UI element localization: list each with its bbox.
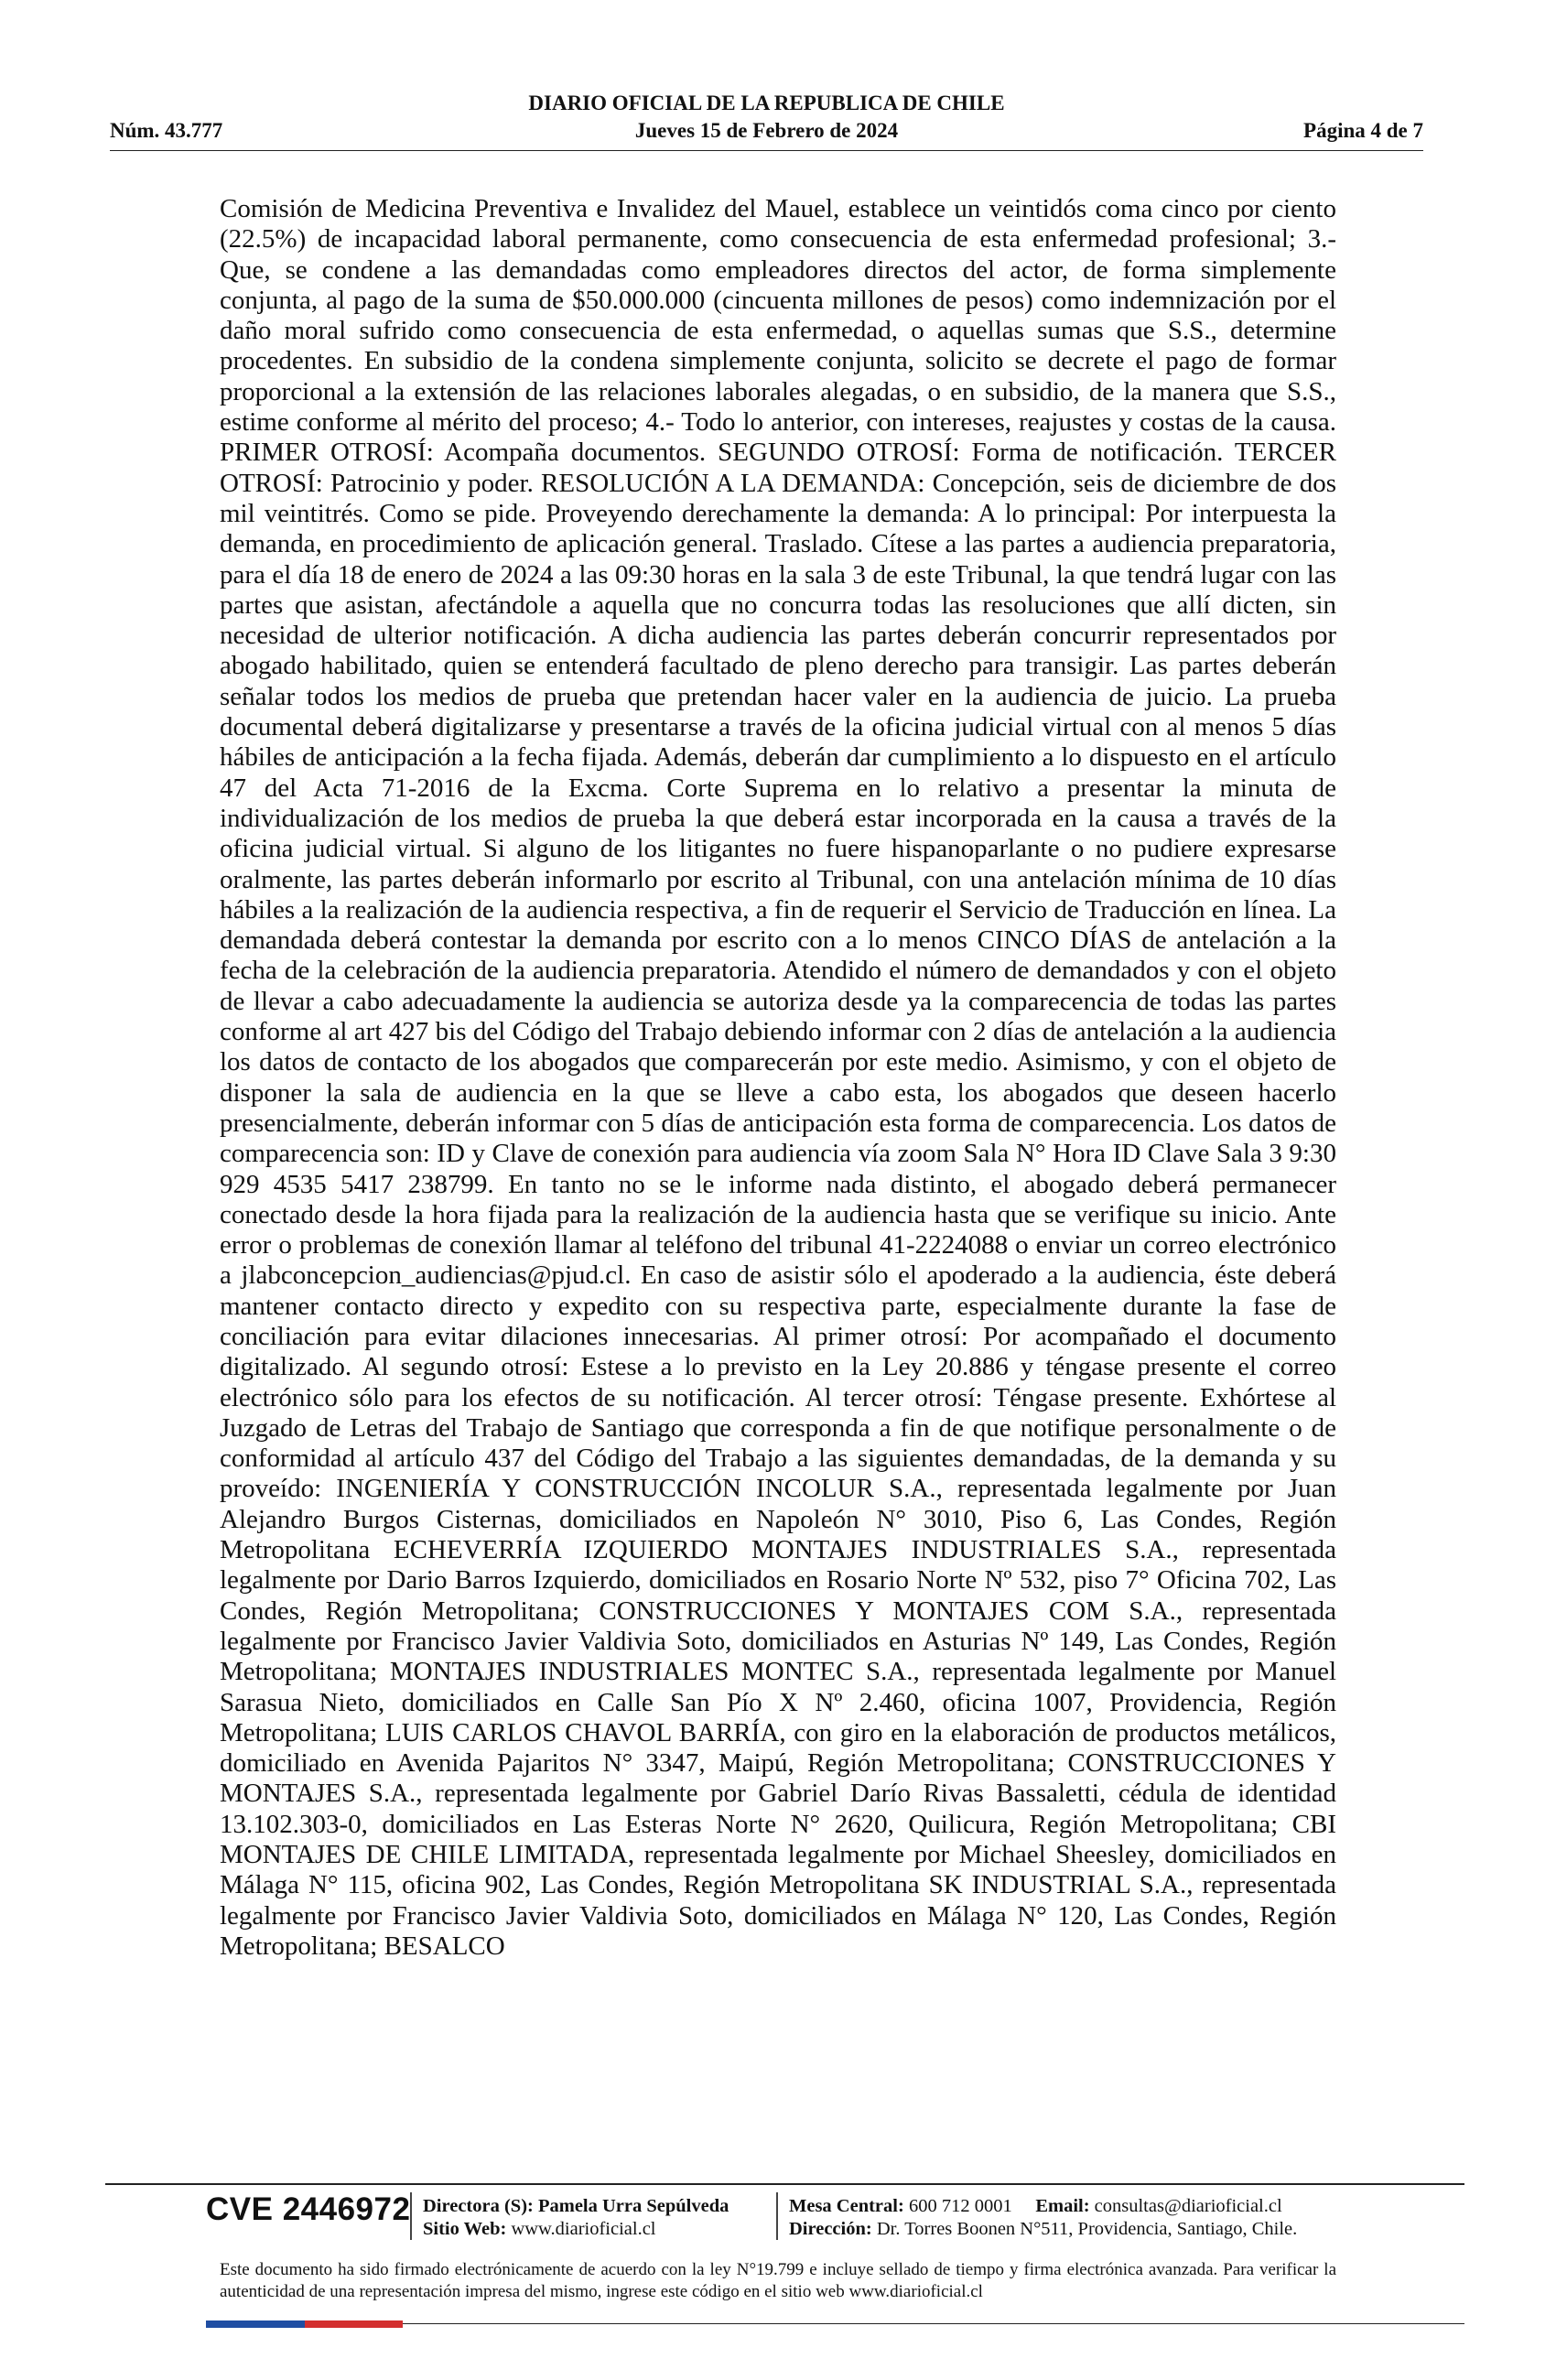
header-divider — [110, 150, 1423, 151]
page-header — [110, 92, 1423, 156]
footer-contact-right — [789, 2195, 1297, 2241]
footer-bottom-line — [403, 2323, 1464, 2324]
phone-number: 600 712 0001 — [908, 2196, 1012, 2216]
chile-flag-bar — [206, 2320, 403, 2328]
address-label: Dirección: — [789, 2219, 872, 2239]
footer-separator — [410, 2192, 412, 2240]
header-meta-row — [110, 119, 1423, 146]
cve-code: CVE 2446972 — [206, 2191, 411, 2227]
issue-date: Jueves 15 de Febrero de 2024 — [634, 119, 899, 142]
email-link[interactable]: consultas@diarioficial.cl — [1094, 2196, 1282, 2216]
flag-blue-segment — [206, 2320, 305, 2328]
footer-separator — [776, 2192, 778, 2240]
phone-label: Mesa Central: — [789, 2196, 904, 2216]
flag-red-segment — [305, 2320, 404, 2328]
website-label: Sitio Web: — [423, 2219, 507, 2239]
director-name: Pamela Urra Sepúlveda — [537, 2196, 729, 2216]
website-link[interactable]: www.diarioficial.cl — [511, 2219, 656, 2239]
footer-contact-left — [423, 2195, 729, 2241]
email-label: Email: — [1035, 2196, 1090, 2216]
director-label: Directora (S): — [423, 2196, 534, 2216]
signature-notice: Este documento ha sido firmado electrónicamente de acuerdo con la ley N°19.799 e incluye sellado de tiempo y firma electrónica avanzada. Para verificar la autenticidad de una representación impresa del mismo, ingrese este código en el sitio web www.diarioficial.cl — [220, 2260, 1336, 2301]
document-body: Comisión de Medicina Preventiva e Invalidez del Mauel, establece un veintidós coma cinco por ciento (22.5%) de incapacidad laboral permanente, como consecuencia de esta enfermedad profesional; 3.- Que, se condene a las demandadas como empleadores directos del actor, de forma simplemente conjunta, al pago de la suma de $50.000.000 (cincuenta millones de pesos) como indemnización por el daño moral sufrido como consecuencia de esta enfermedad, o aquellas sumas que S.S., determine procedentes. En subsidio de la condena simplemente conjunta, solicito se decrete el pago de formar proporcional a la extensión de las relaciones laborales alegadas, o en subsidio, de la manera que S.S., estime conforme al mérito del proceso; 4.- Todo lo anterior, con intereses, reajustes y costas de la causa. PRIMER OTROSÍ: Acompaña documentos. SEGUNDO OTROSÍ: Forma de notificación. TERCER OTROSÍ: Patrocinio y poder. RESOLUCIÓN A LA DEMANDA: Concepción, seis de diciembre de dos mil veintitrés. Como se pide. Proveyendo derechamente la demanda: A lo principal: Por interpuesta la demanda, en procedimiento de aplicación general. Traslado. Cítese a las partes a audiencia preparatoria, para el día 18 de enero de 2024 a las 09:30 horas en la sala 3 de este Tribunal, la que tendrá lugar con las partes que asistan, afectándole a aquella que no concurra todas las resoluciones que allí dicten, sin necesidad de ulterior notificación. A dicha audiencia las partes deberán concurrir representados por abogado habilitado, quien se entenderá facultado de pleno derecho para transigir. Las partes deberán señalar todos los medios de prueba que pretendan hacer valer en la audiencia de juicio. La prueba documental deberá digitalizarse y presentarse a través de la oficina judicial virtual con al menos 5 días hábiles de anticipación a la fecha fijada. Además, deberán dar cumplimiento a lo dispuesto en el artículo 47 del Acta 71-2016 de la Excma. Corte Suprema en lo relativo a presentar la minuta de individualización de los medios de prueba la que deberá estar incorporada en la causa a través de la oficina judicial virtual. Si alguno de los litigantes no fuere hispanoparlante o no pudiere expresarse oralmente, las partes deberán informarlo por escrito al Tribunal, con una antelación mínima de 10 días hábiles a la realización de la audiencia respectiva, a fin de requerir el Servicio de Traducción en línea. La demandada deberá contestar la demanda por escrito con a lo menos CINCO DÍAS de antelación a la fecha de la celebración de la audiencia preparatoria. Atendido el número de demandados y con el objeto de llevar a cabo adecuadamente la audiencia se autoriza desde ya la comparecencia de todas las partes conforme al art 427 bis del Código del Trabajo debiendo informar con 2 días de antelación a la audiencia los datos de contacto de los abogados que comparecerán por este medio. Asimismo, y con el objeto de disponer la sala de audiencia en la que se lleve a cabo esta, los abogados que deseen hacerlo presencialmente, deberán informar con 5 días de anticipación esta forma de comparecencia. Los datos de comparecencia son: ID y Clave de conexión para audiencia vía zoom Sala N° Hora ID Clave Sala 3 9:30 929 4535 5417 238799. En tanto no se le informe nada distinto, el abogado deberá permanecer conectado desde la hora fijada para la realización de la audiencia hasta que se verifique su inicio. Ante error o problemas de conexión llamar al teléfono del tribunal 41-2224088 o enviar un correo electrónico a jlabconcepcion_audiencias@pjud.cl. En caso de asistir sólo el apoderado a la audiencia, éste deberá mantener contacto directo y expedito con su respectiva parte, especialmente durante la fase de conciliación para evitar dilaciones innecesarias. Al primer otrosí: Por acompañado el documento digitalizado. Al segundo otrosí: Estese a lo previsto en la Ley 20.886 y téngase presente el correo electrónico sólo para los efectos de su notificación. Al tercer otrosí: Téngase presente. Exhórtese al Juzgado de Letras del Trabajo de Santiago que corresponda a fin de que notifique personalmente o de conformidad al artículo 437 del Código del Trabajo a las siguientes demandadas, de la demanda y su proveído: INGENIERÍA Y CONSTRUCCIÓN INCOLUR S.A., representada legalmente por Juan Alejandro Burgos Cisternas, domiciliados en Napoleón N° 3010, Piso 6, Las Condes, Región Metropolitana ECHEVERRÍA IZQUIERDO MONTAJES INDUSTRIALES S.A., representada legalmente por Dario Barros Izquierdo, domiciliados en Rosario Norte Nº 532, piso 7° Oficina 702, Las Condes, Región Metropolitana; CONSTRUCCIONES Y MONTAJES COM S.A., representada legalmente por Francisco Javier Valdivia Soto, domiciliados en Asturias Nº 149, Las Condes, Región Metropolitana; MONTAJES INDUSTRIALES MONTEC S.A., representada legalmente por Manuel Sarasua Nieto, domiciliados en Calle San Pío X Nº 2.460, oficina 1007, Providencia, Región Metropolitana; LUIS CARLOS CHAVOL BARRÍA, con giro en la elaboración de productos metálicos, domiciliado en Avenida Pajaritos N° 3347, Maipú, Región Metropolitana; CONSTRUCCIONES Y MONTAJES S.A., representada legalmente por Gabriel Darío Rivas Bassaletti, cédula de identidad 13.102.303-0, domiciliados en Las Esteras Norte N° 2620, Quilicura, Región Metropolitana; CBI MONTAJES DE CHILE LIMITADA, representada legalmente por Michael Sheesley, domiciliados en Málaga N° 115, oficina 902, Las Condes, Región Metropolitana SK INDUSTRIAL S.A., representada legalmente por Francisco Javier Valdivia Soto, domiciliados en Málaga N° 120, Las Condes, Región Metropolitana; BESALCO — [220, 194, 1336, 1961]
issue-number: Núm. 43.777 — [110, 119, 223, 142]
footer-divider — [105, 2183, 1464, 2185]
newspaper-title: DIARIO OFICIAL DE LA REPUBLICA DE CHILE — [528, 92, 1005, 114]
page-number: Página 4 de 7 — [1303, 119, 1423, 142]
address-text: Dr. Torres Boonen N°511, Providencia, Santiago, Chile. — [876, 2219, 1298, 2239]
